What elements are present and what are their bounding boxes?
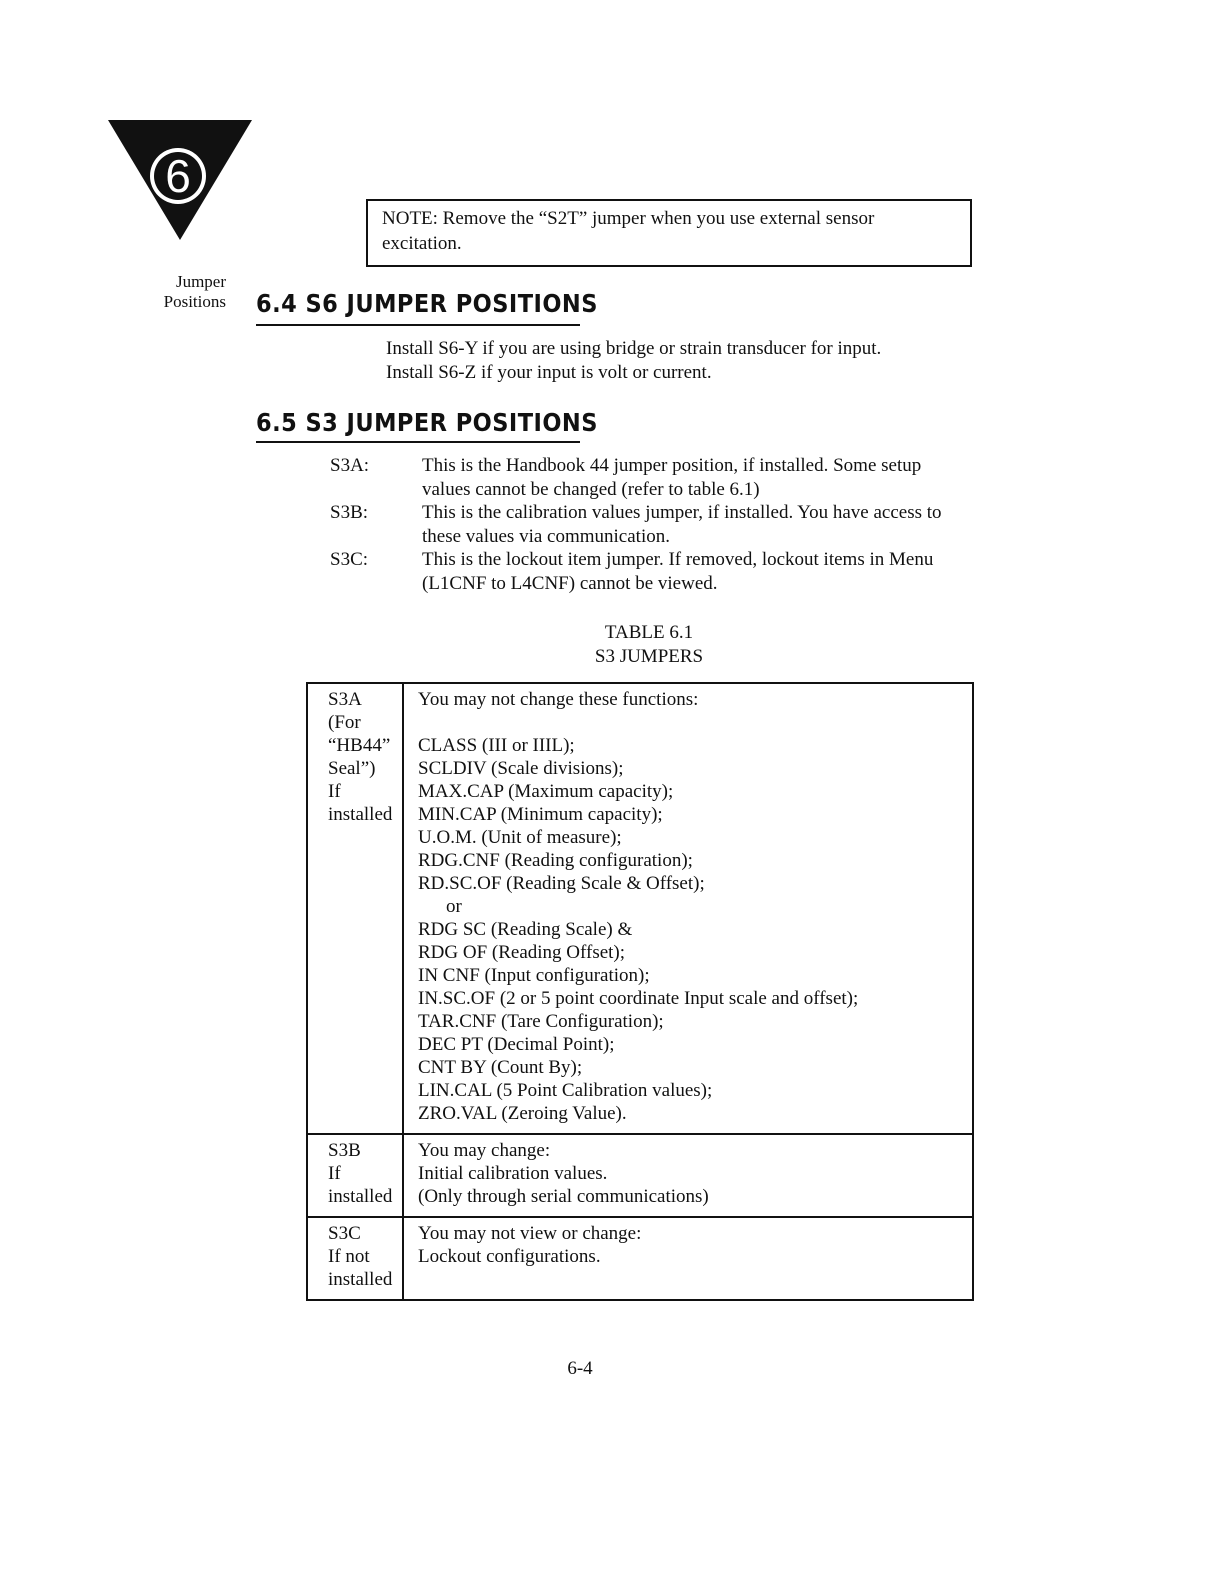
row-label-cell: S3B If installed: [307, 1134, 403, 1217]
definition-term: S3C:: [330, 549, 369, 570]
list-item: RDG SC (Reading Scale) &: [418, 919, 633, 940]
table-caption: TABLE 6.1: [604, 622, 694, 643]
section-heading-6-5: 6.5 S3 JUMPER POSITIONS: [256, 408, 598, 437]
list-item: IN.SC.OF (2 or 5 point coordinate Input scale and offset);: [418, 988, 859, 1009]
table-caption: S3 JUMPERS: [594, 646, 704, 667]
row-content-cell: You may not view or change: Lockout configurations.: [403, 1217, 973, 1300]
list-item: or: [446, 896, 462, 917]
definition-term: S3B:: [330, 502, 369, 523]
list-item: U.O.M. (Unit of measure);: [418, 827, 622, 848]
list-item: TAR.CNF (Tare Configuration);: [418, 1011, 664, 1032]
paragraph-line: Install S6-Y if you are using bridge or strain transducer for input.: [386, 338, 882, 359]
definition-term: S3A:: [330, 455, 370, 476]
table-row: [307, 1134, 973, 1217]
list-item: ZRO.VAL (Zeroing Value).: [418, 1103, 627, 1124]
list-item: MIN.CAP (Minimum capacity);: [418, 804, 663, 825]
list-item: IN CNF (Input configuration);: [418, 965, 650, 986]
list-item: RD.SC.OF (Reading Scale & Offset);: [418, 873, 705, 894]
table-row: [307, 1217, 973, 1300]
table-row: [307, 683, 973, 1134]
s3-jumpers-table: [306, 682, 974, 1301]
page-number: 6-4: [567, 1358, 593, 1379]
section-heading-6-4: 6.4 S6 JUMPER POSITIONS: [256, 289, 598, 318]
definition-text: This is the Handbook 44 jumper position, if installed. Some setup values cannot be changed (refer to table 6.1): [422, 455, 922, 500]
paragraph-line: Install S6-Z if your input is volt or current.: [386, 362, 712, 383]
definition-text: This is the calibration values jumper, if installed. You have access to these values via communication.: [422, 502, 942, 547]
heading-rule: [256, 324, 580, 326]
side-label: Jumper Positions: [163, 272, 226, 311]
chapter-number: 6: [165, 150, 191, 202]
list-item: (Only through serial communications): [418, 1186, 709, 1207]
note-text: NOTE: Remove the “S2T” jumper when you use external sensor excitation.: [382, 208, 875, 254]
list-item: CLASS (III or IIIL);: [418, 735, 575, 756]
list-item: Lockout configurations.: [418, 1246, 601, 1267]
list-item: DEC PT (Decimal Point);: [418, 1034, 615, 1055]
definition-text: This is the lockout item jumper. If removed, lockout items in Menu (L1CNF to L4CNF) cannot be viewed.: [422, 549, 934, 594]
note-box: [366, 199, 972, 267]
heading-rule: [256, 441, 580, 443]
chapter-badge: [108, 120, 252, 240]
row-content-cell: You may not change these functions: CLASS (III or IIIL); SCLDIV (Scale divisions); MAX.CAP (Maximum capacity); MIN.CAP (Minimum capacity); U.O.M. (Unit of measure); RDG.CNF (Reading configuration); RD.SC.OF (Reading Scale & Offset); or RDG SC (Reading Scale) & RDG OF (Reading Offset); IN CNF (Input configuration); IN.SC.OF (2 or 5 point coordinate Input scale and offset); TAR.CNF (Tare Configuration); DEC PT (Decimal Point); CNT BY (Count By); LIN.CAL (5 Point Calibration values); ZRO.VAL (Zeroing Value).: [403, 683, 973, 1134]
list-item: MAX.CAP (Maximum capacity);: [418, 781, 674, 802]
row-label-cell: S3A (For “HB44” Seal”) If installed: [307, 683, 403, 1134]
list-item: LIN.CAL (5 Point Calibration values);: [418, 1080, 713, 1101]
list-item: RDG.CNF (Reading configuration);: [418, 850, 693, 871]
list-item: SCLDIV (Scale divisions);: [418, 758, 624, 779]
list-item: Initial calibration values.: [418, 1163, 608, 1184]
row-content-cell: You may change: Initial calibration values. (Only through serial communications): [403, 1134, 973, 1217]
list-item: RDG OF (Reading Offset);: [418, 942, 626, 963]
list-item: CNT BY (Count By);: [418, 1057, 583, 1078]
row-label-cell: S3C If not installed: [307, 1217, 403, 1300]
